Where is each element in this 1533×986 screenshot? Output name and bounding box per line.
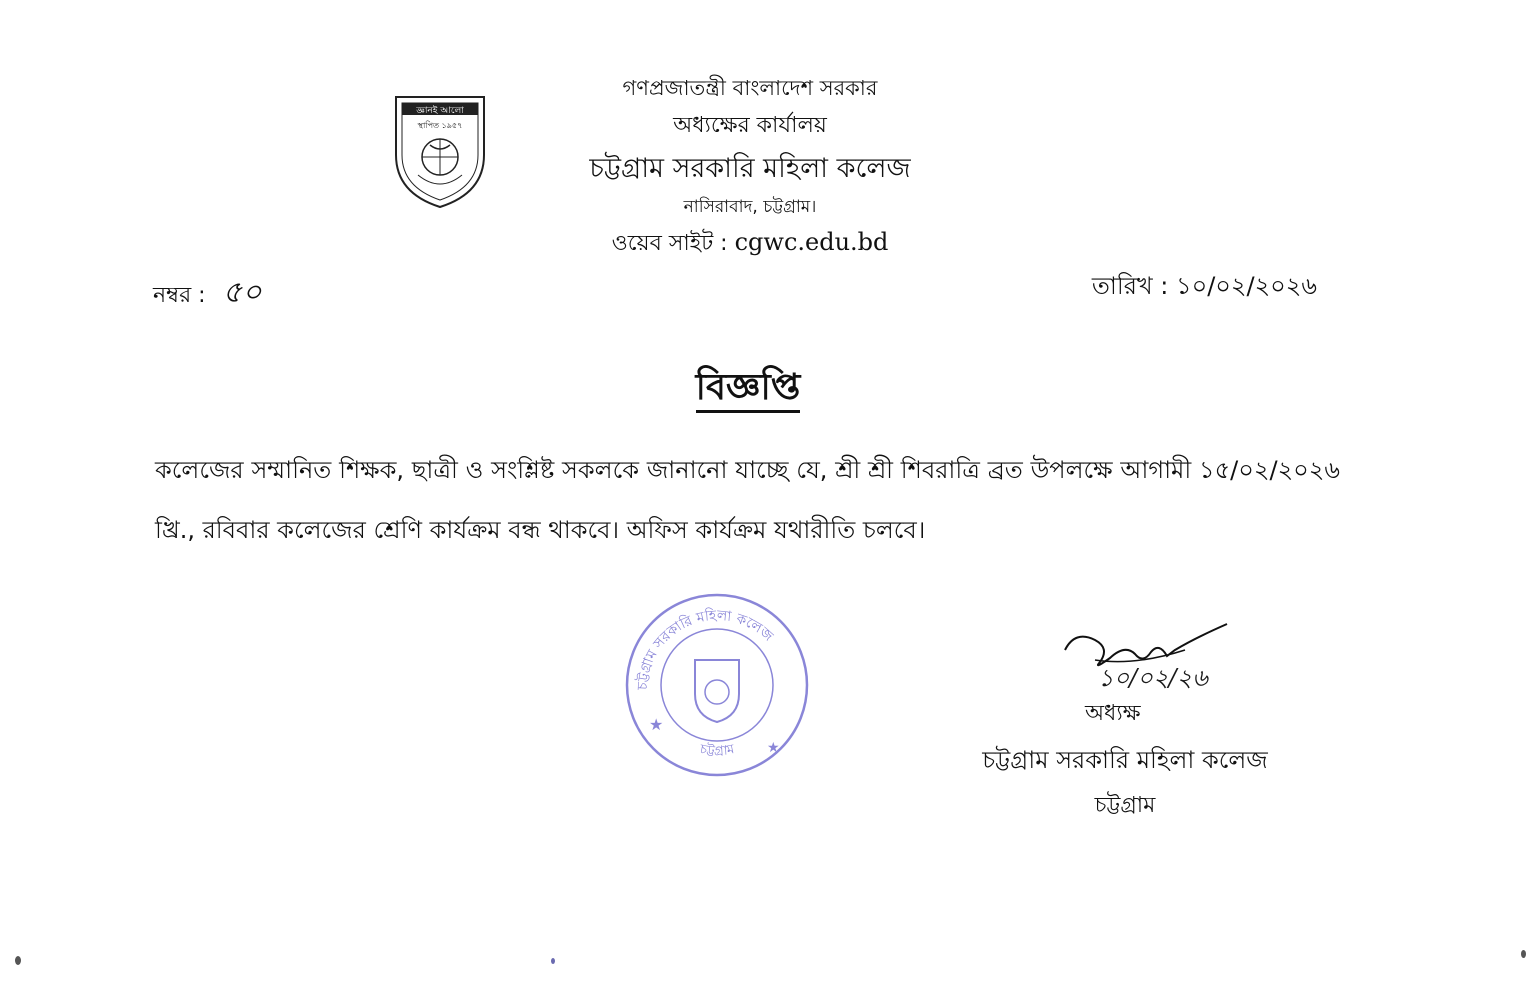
address-line: নাসিরাবাদ, চট্টগ্রাম।: [683, 197, 817, 217]
memo-date-label: তারিখ :: [1091, 272, 1169, 300]
scan-speck: [551, 958, 555, 964]
signatory-title: অধ্যক্ষ: [1085, 701, 1141, 726]
memo-number-value: ৫০: [222, 275, 262, 310]
logo-banner-text: জ্ঞানই আলো: [416, 106, 464, 116]
memo-number: [153, 268, 262, 319]
svg-text:চট্টগ্রাম: [697, 742, 736, 759]
notice-title: [0, 360, 1496, 420]
memo-date: [1092, 268, 1317, 308]
website-url[interactable]: cgwc.edu.bd: [734, 228, 889, 256]
stamp-star-left: ★: [649, 715, 664, 734]
memo-date-value: ১০/০২/২০২৬: [1176, 272, 1317, 300]
signatory-college: চট্টগ্রাম সরকারি মহিলা কলেজ: [982, 746, 1268, 774]
official-stamp: [617, 590, 817, 784]
scan-speck: [1521, 950, 1526, 958]
website-line: [500, 226, 1000, 263]
stamp-ring-text: চট্টগ্রাম সরকারি মহিলা কলেজ: [634, 607, 777, 691]
notice-title-text: বিজ্ঞপ্তি: [696, 367, 801, 413]
website-label: ওয়েব সাইট :: [611, 231, 728, 256]
stamp-bottom-text: চট্টগ্রাম: [698, 741, 736, 760]
memo-number-label: নম্বর :: [153, 283, 206, 308]
stamp-star-right: ★: [767, 740, 780, 756]
notice-body: কলেজের সম্মানিত শিক্ষক, ছাত্রী ও সংশ্লিষ্ট সকলকে জানানো যাচ্ছে যে, শ্রী শ্রী শিবরাত্রি ব্রত উপলক্ষে আগামী ১৫/০২/২০২৬ খ্রি., রবিবার কলেজের শ্রেণি কার্যক্রম বন্ধ থাকবে। অফিস কার্যক্রম যথারীতি চলবে।: [155, 456, 1340, 544]
signature-date: ১০/০২/২৬: [1098, 664, 1208, 692]
government-heading: গণপ্রজাতন্ত্রী বাংলাদেশ সরকার: [622, 76, 878, 100]
scan-speck: [15, 956, 21, 965]
office-heading: অধ্যক্ষের কার্যালয়: [673, 113, 827, 138]
signatory-city: চট্টগ্রাম: [1094, 793, 1156, 818]
college-logo: [392, 93, 488, 215]
logo-established-text: স্থাপিত ১৯৫৭: [417, 121, 463, 130]
college-heading: চট্টগ্রাম সরকারি মহিলা কলেজ: [589, 153, 911, 184]
